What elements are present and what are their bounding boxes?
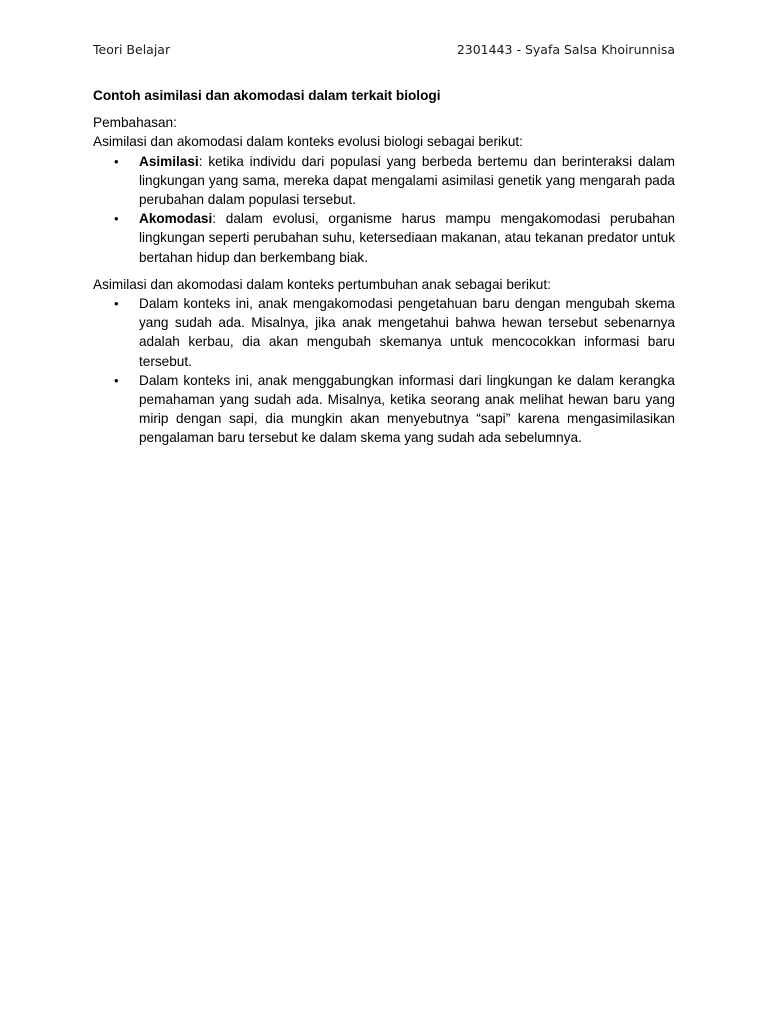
section1-intro: Asimilasi dan akomodasi dalam konteks evolusi biologi sebagai berikut: <box>93 134 523 150</box>
header-course-title: Teori Belajar <box>93 42 171 57</box>
section2-intro: Asimilasi dan akomodasi dalam konteks pertumbuhan anak sebagai berikut: <box>93 276 551 292</box>
section1-list <box>93 152 675 267</box>
bullet-icon: • <box>114 153 119 169</box>
term-akomodasi: Akomodasi <box>139 211 213 227</box>
list-item <box>93 294 675 371</box>
list-item <box>93 371 675 448</box>
list-item <box>93 152 675 210</box>
bullet-icon: • <box>114 296 119 312</box>
discussion-label: Pembahasan: <box>93 115 177 131</box>
page-header <box>93 42 675 62</box>
list-item <box>93 209 675 267</box>
term-akomodasi-description: : dalam evolusi, organisme harus mampu mengakomodasi perubahan lingkungan seperti perubahan suhu, ketersediaan makanan, atau tekanan predator untuk bertahan hidup dan berkembang biak. <box>139 211 675 265</box>
assimilation-example-text: Dalam konteks ini, anak menggabungkan informasi dari lingkungan ke dalam kerangka pemahaman yang sudah ada. Misalnya, ketika seorang anak melihat hewan baru yang mirip dengan sapi, dia mungkin akan menyebutnya “sapi” karena mengasimilasikan pengalaman baru tersebut ke dalam skema yang sudah ada sebelumnya. <box>139 372 675 446</box>
term-asimilasi: Asimilasi <box>139 153 199 169</box>
document-title: Contoh asimilasi dan akomodasi dalam terkait biologi <box>93 88 441 103</box>
document-body <box>93 86 675 448</box>
section-spacer <box>93 267 675 275</box>
term-asimilasi-description: : ketika individu dari populasi yang berbeda bertemu dan berinteraksi dalam lingkungan yang sama, mereka dapat mengalami asimilasi genetik yang mengarah pada perubahan dalam populasi tersebut. <box>139 153 675 208</box>
section2-list <box>93 294 675 448</box>
header-student-id-name: 2301443 - Syafa Salsa Khoirunnisa <box>456 42 675 57</box>
bullet-icon: • <box>114 372 119 388</box>
bullet-icon: • <box>114 211 119 227</box>
accommodation-example-text: Dalam konteks ini, anak mengakomodasi pengetahuan baru dengan mengubah skema yang sudah ada. Misalnya, jika anak mengetahui bahwa hewan tersebut sebenarnya adalah kerbau, dia akan mengubah skemanya untuk mencocokkan informasi baru tersebut. <box>139 296 675 369</box>
